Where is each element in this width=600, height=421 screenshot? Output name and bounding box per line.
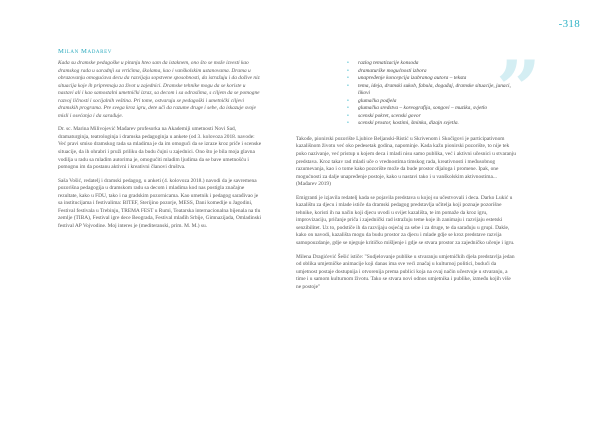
list-item: • scenski pokret, scenski govor (347, 112, 421, 119)
right-column (296, 60, 516, 297)
list-item: • scenski prostor, kostimi, šminka, dizajn svjetla. (347, 120, 459, 127)
paragraph-survey-milivojevic: Dr. sc. Marina Milivojević Mađarev profesorka na Akademiji umetnosti Novi Sad, dramaturginja, teatrologinja i dramska pedagoginja u ankete (od 3. kolovoza 2018. navode: Već pravi smiso dramskog rada sa mladima je da im omogući da se izraze kroz priče i scenske situacije, da ih ohrabri i pruži priliku da budu čujni u zajednici. Ono što je bila moja glavna vodilja u radu sa mladim autorima je, omogućiti mladim ljudima da se bave umetnošću i pomognu im da postanu aktivni i kreativni članovi društva. (58, 126, 262, 171)
bullet-icon: • (347, 82, 349, 89)
left-column (58, 60, 262, 236)
bullet-icon: • (347, 75, 349, 82)
paragraph-lukic: Emigranti je izjavila redatelj kada se pojavila predstava u kojoj su učestvovali i deca. Darko Lukić u kazalištu za djecu i mlade ističe da dramski pedagog predstavlja učitelja koji poznaje pozorišne tehnike, koristi ih na način koji djecu uvodi u svijet kazališta, te im pomaže da kroz igru, improvizaciju, pričanje priča i zajednički rad istražuju teme koje ih zanimaju i razvijaju estetski senzibilitet. Uz to, podstiče ih da razvijaju osjećaj za sebe i za druge, te da sarađuju u grupi. Dakle, kako on navodi, kazališta mogu da budu prostor za djecu i mlade gdje se kroz predstave razvija samopouzdanje, gdje se njeguje kritičko mišljenje i gdje se stvara prostor za zajedničko učenje i igru. (296, 194, 515, 247)
bullet-icon: • (347, 120, 349, 127)
author-name: Milan Madarev (58, 48, 112, 55)
list-item: • razlog tematizacije konsoda (347, 60, 419, 66)
list-item: • glumačka sredstva – koreografija, songovi – muzika, svjetlo (347, 105, 488, 112)
bullet-icon: • (347, 67, 349, 74)
page-number: -318 (558, 18, 580, 30)
bullet-icon: • (347, 60, 349, 66)
paragraph-pionirsko: Takođe, pionirski pozorište Ljubice Beljanski-Ristić u Skrivenom i Skočigovi je participativnom kazališnom životu već oko pedesetak godina, napominje. Kada kažu pionirski pozorište, to nije tek puko nazivanje, već pristup u kojem deca i mladi nisu samo publika, već i aktivni učesnici u stvaranju predstava. Kroz takav rad mladi uče o vrednostima timskog rada, kreativnosti i međusobnog razumevanja, kao i o tome kako pozorište može da bude prostor dijaloga i promene. Ipak, one mogućnosti za dalje unapređenje postoje, kako u nastavi tako i u vanškolskim aktivnostima... (Mađarev 2019) (296, 135, 516, 188)
paragraph-dragicevic: Milena Dragićević Šešić ističe: "Sudjelovanje publike u stvaranju umjetničkih djela predstavlja jedan od oblika umjetničke animacije koji danas ima sve veći značaj u kulturnoj politici, budući da umjetnost postaje dostupnija i otvorenija prema publici koja na ovaj način učestvuje u stvaranju, a time i u samom kulturnom životu. Tako se stvara novi odnos umjetnika i publike, između kojih više ne postoje" (296, 253, 515, 290)
list-item: • glumačka podjela (347, 97, 397, 104)
bullet-icon: • (347, 105, 349, 112)
list-item: • unapređenje koncepcija izabranog autora – teksta (347, 75, 467, 82)
element-list (296, 60, 516, 128)
paragraph-intro: Kada su dramske pedagoške u pitanju hteo sam da istaknem, ono što se može izvesti kao dramskog rada u saradnji sa vrtićima, školama, kao i vanškolskim ustanovama. Drama u obrazovanju omogućava decu da razvijaju sopstvene sposobnosti, da istražuju i da dožive niz situacija koje ih pripremaju za život u zajednici. Dramske tehnike mogu da se koriste u nastavi ali i kao samostalni umetnički izraz, sa decom i sa odraslima, s ciljem da se pomogne razvoj ličnosti i socijalnih veština. Pri tome, ostvaruju se pedagoški i umetnički ciljevi dramskih programa. Pre svega kroz igru, dete uči da razume druge i sebe, da iskazuje svoje misli i osećanja i da sarađuje. (58, 60, 260, 119)
quote-mark-icon: ” (496, 44, 541, 135)
bullet-icon: • (347, 97, 349, 104)
list-item: • dramaturške mogućnosti izbora (347, 67, 427, 74)
paragraph-survey-vosic: Saša Vošić, redatelj i dramski pedagog, u anketi (4. kolovoza 2018.) navodi da je savremena pozorišna pedagogija u dramskom radu sa decom i mladima kod nas postigla značajne rezultate, kako u FDU, tako i na gradskim pozornicama. Kao umetnik i pedagog sarađivao je sa institucijama i festivalima: BITEF, Sterijino pozorje, MESS, Dani komedije u Jagodini, Festival festivala u Trebinju, TREMA FEST u Rumi, Teatarska internacionalna bijenala na tlu zemlje (TIBA), Festival igre dece Beograda, Festival mlađih Srbije, Gimnazijada, Omladinski festival AP Vojvodine. Moj interes je (mediteranski, prim. M. M.) su. (58, 177, 261, 229)
list-item: • tema, ideja, dramski sukob, fabula, događaj, dramske situacije, junaci, likovi (347, 82, 511, 97)
bullet-icon: • (347, 112, 349, 119)
